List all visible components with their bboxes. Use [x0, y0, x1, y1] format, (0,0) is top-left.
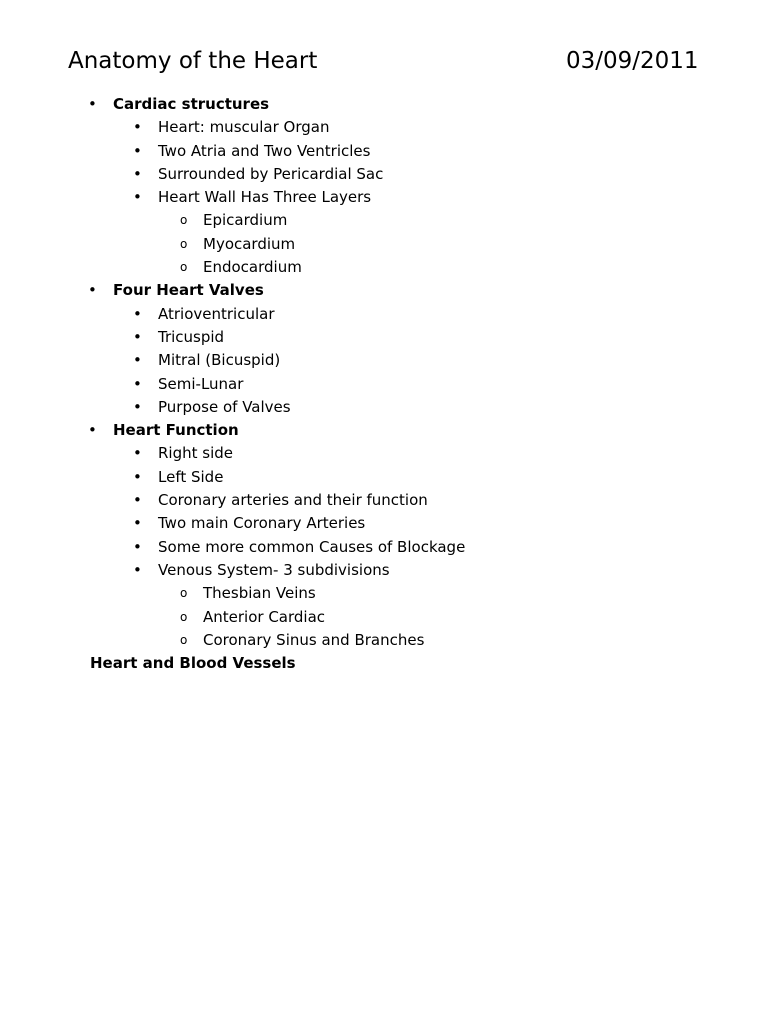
- list-item: [0, 442, 768, 465]
- bullet-icon: •: [88, 95, 97, 113]
- list-item: [0, 116, 768, 139]
- list-item: [0, 349, 768, 372]
- list-item: [0, 163, 768, 186]
- sub-list-item: [0, 209, 768, 232]
- circle-bullet-icon: o: [180, 260, 188, 275]
- bullet-icon: •: [133, 141, 142, 160]
- list-item: [0, 140, 768, 163]
- bullet-icon: •: [88, 421, 97, 440]
- list-item: [0, 466, 768, 489]
- list-item-label: Semi-Lunar: [158, 374, 244, 393]
- circle-bullet-icon: o: [180, 586, 188, 601]
- list-item-label: Venous System- 3 subdivisions: [158, 560, 390, 579]
- bullet-icon: •: [133, 118, 142, 137]
- section-heading: [0, 279, 768, 302]
- bullet-icon: •: [133, 188, 142, 207]
- list-item: [0, 559, 768, 582]
- sub-list-item-label: Coronary Sinus and Branches: [203, 630, 425, 649]
- section-heading: [0, 93, 768, 116]
- sub-list-item: [0, 582, 768, 605]
- list-item: [0, 186, 768, 209]
- bullet-icon: •: [133, 560, 142, 579]
- list-item: [0, 396, 768, 419]
- list-item-label: Mitral (Bicuspid): [158, 351, 281, 370]
- circle-bullet-icon: o: [180, 236, 188, 251]
- bullet-icon: •: [133, 304, 142, 323]
- list-item: [0, 326, 768, 349]
- sub-list-item: [0, 256, 768, 279]
- list-item: [0, 512, 768, 535]
- circle-bullet-icon: o: [180, 213, 188, 228]
- bullet-icon: •: [133, 491, 142, 510]
- list-item-label: Heart Wall Has Three Layers: [158, 188, 372, 207]
- section-label: Four Heart Valves: [113, 281, 264, 300]
- sub-list-item: [0, 233, 768, 256]
- bullet-icon: •: [133, 397, 142, 416]
- list-item-label: Atrioventricular: [158, 304, 275, 323]
- sub-list-item-label: Anterior Cardiac: [203, 607, 326, 626]
- list-item-label: Left Side: [158, 467, 224, 486]
- list-item-label: Purpose of Valves: [158, 397, 291, 416]
- section-heading: [0, 419, 768, 442]
- circle-bullet-icon: o: [180, 632, 188, 647]
- outline-list: [0, 93, 768, 652]
- bullet-icon: •: [133, 351, 142, 370]
- section-label: Heart Function: [113, 421, 239, 440]
- sub-list-item: [0, 629, 768, 652]
- sub-list-item-label: Myocardium: [203, 234, 296, 253]
- list-item: [0, 489, 768, 512]
- list-item: [0, 536, 768, 559]
- list-item: [0, 303, 768, 326]
- sub-list-item-label: Thesbian Veins: [203, 584, 316, 603]
- list-item-label: Two main Coronary Arteries: [158, 514, 366, 533]
- bullet-icon: •: [133, 514, 142, 533]
- sub-list-item-label: Endocardium: [203, 258, 302, 277]
- list-item-label: Surrounded by Pericardial Sac: [158, 164, 384, 183]
- document-date: 03/09/2011: [566, 48, 699, 74]
- footer-heading: Heart and Blood Vessels: [90, 654, 296, 672]
- bullet-icon: •: [133, 327, 142, 346]
- bullet-icon: •: [133, 374, 142, 393]
- bullet-icon: •: [133, 537, 142, 556]
- bullet-icon: •: [88, 281, 97, 300]
- circle-bullet-icon: o: [180, 609, 188, 624]
- list-item-label: Coronary arteries and their function: [158, 491, 428, 510]
- bullet-icon: •: [133, 467, 142, 486]
- list-item-label: Some more common Causes of Blockage: [158, 537, 466, 556]
- sub-list-item: [0, 606, 768, 629]
- document-title: Anatomy of the Heart: [68, 48, 318, 74]
- bullet-icon: •: [133, 164, 142, 183]
- section-label: Cardiac structures: [113, 95, 270, 113]
- list-item-label: Tricuspid: [158, 327, 225, 346]
- list-item-label: Two Atria and Two Ventricles: [158, 141, 371, 160]
- bullet-icon: •: [133, 444, 142, 463]
- list-item-label: Heart: muscular Organ: [158, 118, 330, 137]
- sub-list-item-label: Epicardium: [203, 211, 288, 230]
- list-item-label: Right side: [158, 444, 233, 463]
- list-item: [0, 373, 768, 396]
